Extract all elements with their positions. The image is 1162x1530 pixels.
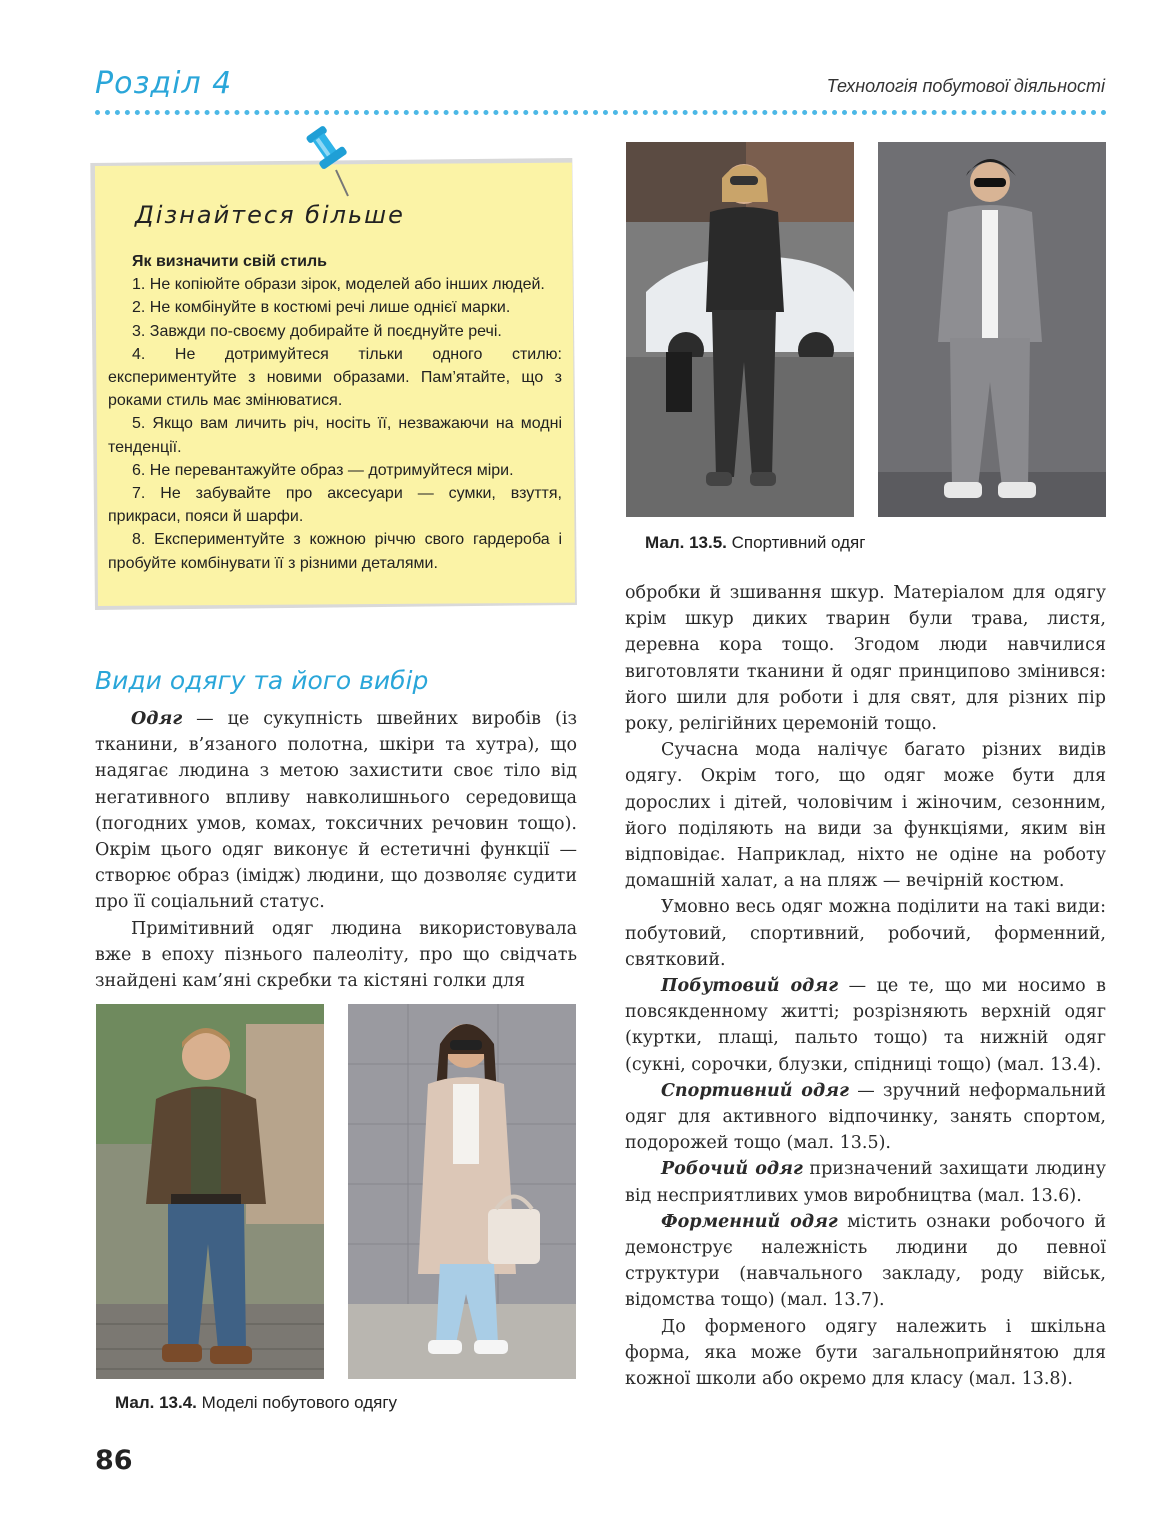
paragraph-text: — зручний неформальний одяг для активного відпочинку, занять спортом, подорожей тощо (мал. 13.5). bbox=[625, 1080, 1106, 1154]
note-item: 4. Не дотримуйтеся тільки одного стилю: експериментуйте з новими образами. Пам’ятайте, що з роками стиль має змінюватися. bbox=[108, 345, 562, 410]
pushpin-icon bbox=[296, 120, 366, 200]
section-heading: Види одягу та його вибір bbox=[95, 666, 429, 695]
figure-caption-13-4 bbox=[115, 1393, 397, 1413]
paragraph bbox=[95, 706, 577, 916]
note-heading: Як визначити свій стиль bbox=[132, 253, 328, 270]
note-item: 8. Експериментуйте з кожною річчю свого гардероба і пробуйте комбінувати її з різними деталями. bbox=[108, 531, 562, 572]
note-content bbox=[108, 250, 562, 575]
left-column-text bbox=[95, 706, 577, 994]
chapter-title: Розділ 4 bbox=[95, 66, 233, 101]
paragraph bbox=[625, 1209, 1106, 1314]
paragraph-text: призначений захищати людину від несприятливих умов виробництва (мал. 13.6). bbox=[625, 1159, 1106, 1206]
paragraph: Умовно весь одяг можна поділити на такі види: побутовий, спортивний, робочий, форменний, святковий. bbox=[625, 897, 1106, 970]
note-item: 2. Не комбінуйте в костюмі речі лише однієї марки. bbox=[132, 299, 511, 317]
caption-text: Моделі побутового одягу bbox=[196, 1393, 398, 1412]
paragraph bbox=[625, 973, 1106, 1078]
paragraph: До форменого одягу належить і шкільна форма, яка може бути загальноприйнятою для кожної школи або окремо для класу (мал. 13.8). bbox=[625, 1316, 1106, 1390]
caption-label: Мал. 13.4. bbox=[115, 1393, 197, 1412]
paragraph bbox=[625, 1156, 1106, 1208]
caption-text: Спортивний одяг bbox=[726, 533, 866, 552]
term: Спортивний одяг bbox=[661, 1080, 849, 1101]
caption-label: Мал. 13.5. bbox=[645, 533, 727, 552]
term: Робочий одяг bbox=[661, 1159, 803, 1180]
paragraph bbox=[625, 1078, 1106, 1157]
subject-title: Технологія побутової діяльності bbox=[826, 76, 1105, 96]
paragraph-text: — це сукупність швейних виробів (із тканини, в’язаного полотна, шкіри та хутра), що надягає людина з метою захистити своє тіло від негативного впливу навколишнього середовища (погодних умов, комах, токсичних речовин тощо). Окрім цього одяг виконує й естетичні функції — створює образ (імідж) людини, що дозволяє судити про її соціальний статус. bbox=[95, 709, 577, 913]
term: Побутовий одяг bbox=[661, 976, 839, 997]
paragraph-text: містить ознаки робочого й демонструє належність людини до певної структури (навчального закладу, роду військ, відомства тощо) (мал. 13.7). bbox=[625, 1211, 1106, 1311]
photo-sport-man bbox=[878, 142, 1106, 517]
note-item: 1. Не копіюйте образи зірок, моделей або інших людей. bbox=[132, 276, 545, 294]
note-title: Дізнайтеся більше bbox=[135, 201, 405, 229]
paragraph-text: — це те, що ми носимо в повсякденному житті; розрізняють верхній одяг (куртки, плащі, пальто тощо) та нижній одяг (сукні, сорочки, блузки, спідниці тощо) (мал. 13.4). bbox=[625, 976, 1106, 1075]
paragraph: Примітивний одяг людина використовувала вже в епоху пізнього палеоліту, про що свідчать знайдені кам’яні скребки та кістяні голки для bbox=[95, 918, 577, 992]
term: Одяг bbox=[131, 709, 183, 729]
photo-casual-man bbox=[96, 1004, 324, 1379]
note-item: 5. Якщо вам личить річ, носіть її, незважаючи на модні тенденції. bbox=[108, 415, 562, 456]
right-column-text bbox=[625, 580, 1106, 1392]
note-item: 3. Завжди по-своєму добирайте й поєднуйте речі. bbox=[132, 322, 502, 340]
page-number: 86 bbox=[95, 1445, 133, 1476]
term: Форменний одяг bbox=[661, 1211, 838, 1232]
note-item: 7. Не забувайте про аксесуари — сумки, взуття, прикраси, пояси й шарфи. bbox=[108, 485, 562, 526]
paragraph: обробки й зшивання шкур. Матеріалом для одягу крім шкур диких тварин були трава, листя, деревна кора тощо. Згодом люди навчилися виготовляти тканини й одяг принципово змінився: його шили для роботи і для свят, для різних пір року, релігійних церемоній тощо. bbox=[625, 583, 1106, 735]
figure-caption-13-5 bbox=[645, 533, 865, 553]
note-item: 6. Не перевантажуйте образ — дотримуйтеся міри. bbox=[132, 461, 514, 479]
paragraph: Сучасна мода налічує багато різних видів одягу. Окрім того, що одяг може бути для дорослих і дітей, чоловічим і жіночим, сезонним, його поділяють на види за функціями, яким він відповідає. Наприклад, ніхто не одіне на роботу домашній халат, а на пляж — вечірній костюм. bbox=[625, 740, 1106, 892]
photo-casual-woman bbox=[348, 1004, 576, 1379]
photo-sport-woman bbox=[626, 142, 854, 517]
header-divider bbox=[95, 110, 1107, 115]
